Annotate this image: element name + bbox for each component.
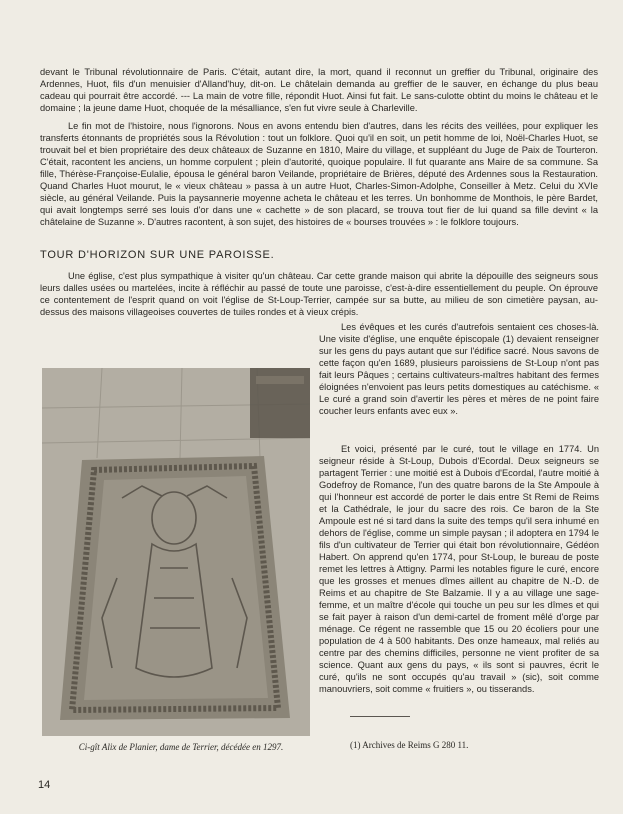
right-column-text — [319, 443, 599, 695]
paragraph: Une église, c'est plus sympathique à visiter qu'un château. Car cette grande maison qui abrite la dépouille des seigneurs sous leurs dalles usées ou martelées, incite à réfléchir au passé de toute une paroisse, c'est-à-dire essentiellement du peuple. On éprouve ce contentement de l'esprit quand on voit l'église de St-Loup-Terrier, campée sur sa butte, au milieu de son cimetière paysan, au-dessus des maisons villageoises couvertes de tuiles rondes et à vieux crépis. — [40, 271, 598, 317]
body-text — [40, 120, 598, 228]
body-text — [40, 270, 598, 318]
right-column-text — [319, 321, 599, 417]
paragraph: Et voici, présenté par le curé, tout le village en 1774. Un seigneur réside à St-Loup, Dubois d'Ecordal. Deux seigneurs se partagent Terrier : une moitié est à Dubois d'Ecordal, l'autre moitié à Godefroy de Romance, l'un des quatre barons de la Ste Ampoule à qui l'honneur est accordé de porter le dais entre St Remi de Reims et la Cathédrale, le jour du sacre des rois. Ce baron de la Ste Ampoule est né si tard dans la suite des temps qu'il sera inhumé en dehors de l'église, comme un simple paysan ; il adoptera en 1794 le fils d'un cultivateur de Terrier qui était bon révolutionnaire, Gédéon Habert. On apprend qu'en 1774, pour St-Loup, le bureau de poste remet les lettres à Attigny. Parmi les notables figure le curé, encore que les grosses et menues dîmes aillent au chapitre de N.-D. de Reims et au chapitre de Ste Balzamie. Il y a au village une sage-femme, et un maître d'école qui touche un peu sur les dîmes et qui se fait payer à raison d'un demi-cartel de froment mêlé d'orge par ménage. Ce régent ne rassemble que 15 ou 20 écoliers pour une population de 4 à 500 habitants. Des onze hameaux, mal reliés au centre par des chemins difficiles, personne ne vient profiter de sa science. Quant aux gens du pays, « ils sont si pauvres, écrit le curé, qu'ils ne sont occupés qu'au travail » (sic), soit comme manouvriers, soit comme « fruitiers », ou tisserands. — [319, 444, 599, 694]
paragraph: Les évêques et les curés d'autrefois sentaient ces choses-là. Une visite d'église, une enquête épiscopale (1) devaient renseigner sur les gens du pays autant que sur l'édifice sacré. Nous savons de cette façon qu'en 1689, plusieurs paroissiens de St-Loup n'ont pas fait leurs Pâques ; certains cultivateurs-maîtres habitant des fermes éloignées n'envoient pas leurs petits domestiques au catéchisme. « Le curé a grand soin d'avertir les pères et mères de ne point faire coucher leurs enfants avec eux ». — [319, 322, 599, 416]
paragraph: Le fin mot de l'histoire, nous l'ignorons. Nous en avons entendu bien d'autres, dans les récits des veillées, pour expliquer les transferts étonnants de propriétés sous la Révolution : tout un folklore. Quoi qu'il en soit, un petit homme de loi, Noël-Charles Huot, se trouvait bel et bien propriétaire des deux châteaux de Suzanne en 1810, Maire du village, et suppléant du Juge de Paix de Tourteron. C'était, racontent les anciens, un homme corpulent ; plein d'autorité, quoique populaire. Il fut quarante ans Maire de sa commune. Sa fille, Thérèse-Françoise-Eulalie, épousa le général baron Veilande, propriétaire de Brières, député des Ardennes sous la Restauration. Quand Charles Huot mourut, le « vieux château » passa à un autre Huot, Charles-Simon-Adolphe, Conseiller à Metz. Celui du XVIe siècle, au général Veilande. Puis la paysannerie moyenne acheta le château et les terres. Un bonhomme de Monthois, le père Bardet, qui avait longtemps serré ses louis d'or dans une « cachette » de son placard, se trouva tout fier de lui quand sa fille devint « la châtelaine de Suzanne ». D'autres racontent, à son sujet, des histoires de « bourses trouvées » : le folklore toujours. — [40, 121, 598, 227]
photo-caption: Ci-gît Alix de Planier, dame de Terrier, décédée en 1297. — [78, 742, 284, 752]
body-text — [40, 66, 598, 114]
footnote-divider — [350, 716, 410, 717]
section-heading: TOUR D'HORIZON SUR UNE PAROISSE. — [40, 249, 275, 261]
footnote: (1) Archives de Reims G 280 11. — [350, 740, 469, 750]
page-number: 14 — [38, 779, 51, 791]
tombstone-photo — [42, 368, 310, 736]
paragraph: devant le Tribunal révolutionnaire de Paris. C'était, autant dire, la mort, quand il reconnut un greffier du Tribunal, originaire des Ardennes, Huot, fils d'un menuisier d'Alland'huy, dit-on. Le châtelain demanda au greffier de le sauver, en échange du plus beau cadeau qui pourrait être accordé. --- La main de votre fille, répondit Huot. Ainsi fut fait. Le sans-culotte obtint du moins le château et le domaine ; la jeune dame Huot, choquée de la mésalliance, s'en fut vivre seule à Charleville. — [40, 67, 598, 113]
tombstone-illustration — [42, 368, 310, 736]
